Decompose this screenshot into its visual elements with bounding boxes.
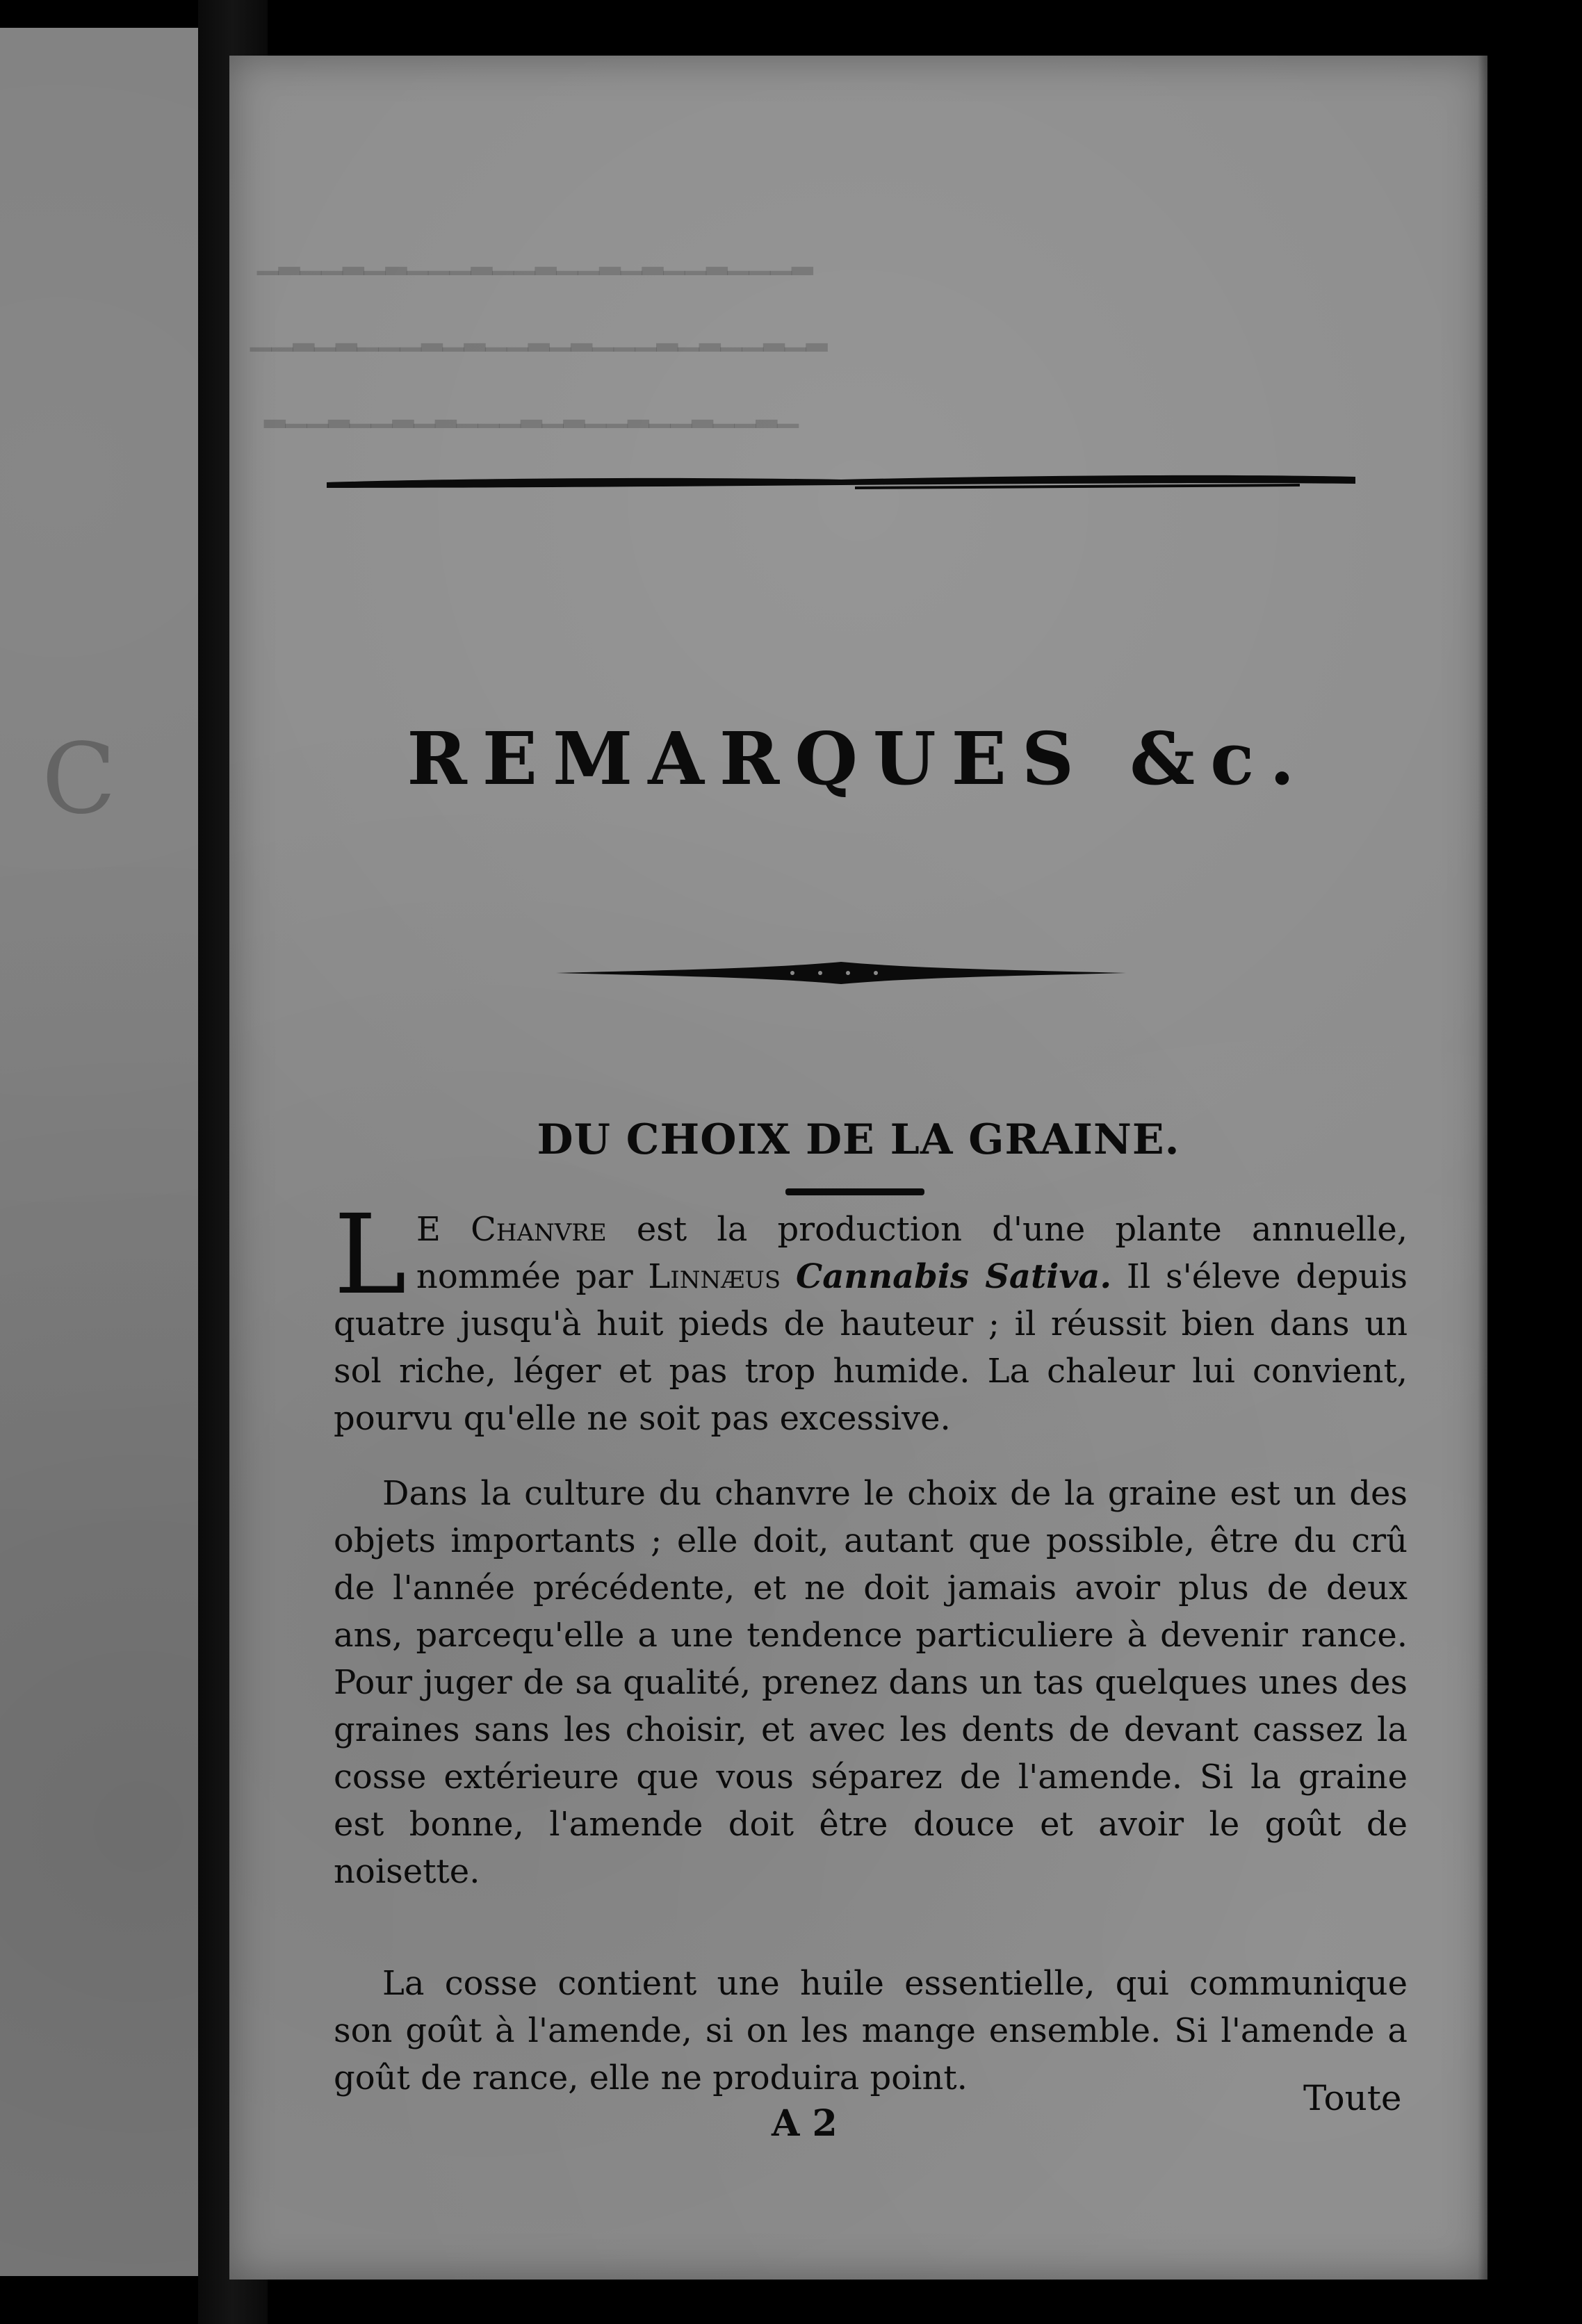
page-title: REMARQUES &c. [407,716,1310,801]
paragraph-3: La cosse contient une huile essentielle, qui communique son goût à l'amende, si on les mange ensemble. Si l'amende a goût de rance, elle ne produira point. [334,1964,1408,2097]
left-page-bleed-letter: C [42,723,117,836]
linnaeus-name: Linnæus [648,1257,781,1296]
paragraph-1 [334,1191,1408,1442]
chanvre-smallcaps: E Chanvre [416,1210,607,1249]
paragraph-1-text-b: Il s'éleve depuis quatre jusqu'à huit pieds de hauteur ; il réussit bien dans un sol riche, léger et pas trop humide. La chaleur lui convient, pourvu qu'elle ne soit pas excessive. [334,1257,1408,1438]
bleed-through-texture: ▁▁▂▁▂▁▁▁▂▁▂▁▁▂▁▂▁▁▁▂▁▂▁▁▂▁▂ [250,320,828,352]
cannabis-sativa: Cannabis Sativa. [795,1257,1112,1296]
page-edge-shadow [1478,56,1487,2280]
left-facing-page [0,28,198,2276]
catchword: Toute [1303,2078,1402,2118]
section-heading: DU CHOIX DE LA GRAINE. [537,1115,1180,1164]
ornamental-divider [556,952,1126,994]
drop-cap: L [334,1191,407,1319]
top-double-rule [327,473,1355,491]
paragraph-2: Dans la culture du chanvre le choix de la graine est un des objets importants ; elle doit, autant que possible, être du crû de l'année précédente, et ne doit jamais avoir plus de deux ans, parcequ'elle a une tendence particuliere à devenir rance. Pour juger de sa qualité, prenez dans un tas quelques unes des graines sans les choisir, et avec les dents de devant cassez la cosse extérieure que vous séparez de l'amende. Si la graine est bonne, l'amende doit être douce et avoir le goût de noisette. [334,1474,1408,1891]
heading-underline [785,1188,924,1195]
signature-mark: A 2 [772,2102,838,2145]
bleed-through-texture: ▁▂▁▁▂▁▂▁▁▁▂▁▁▂▁▁▂▁▂▁▁▂▁▁▁▂ [257,243,813,275]
document-page [229,56,1487,2280]
bleed-through-texture: ▂▁▁▂▁▁▂▁▂▁▁▁▂▁▂▁▁▂▁▁▂▁▁▂▁ [264,396,799,428]
paragraph-1-text-a: est la production d'une plante annuelle, nommée par [416,1210,1408,1296]
